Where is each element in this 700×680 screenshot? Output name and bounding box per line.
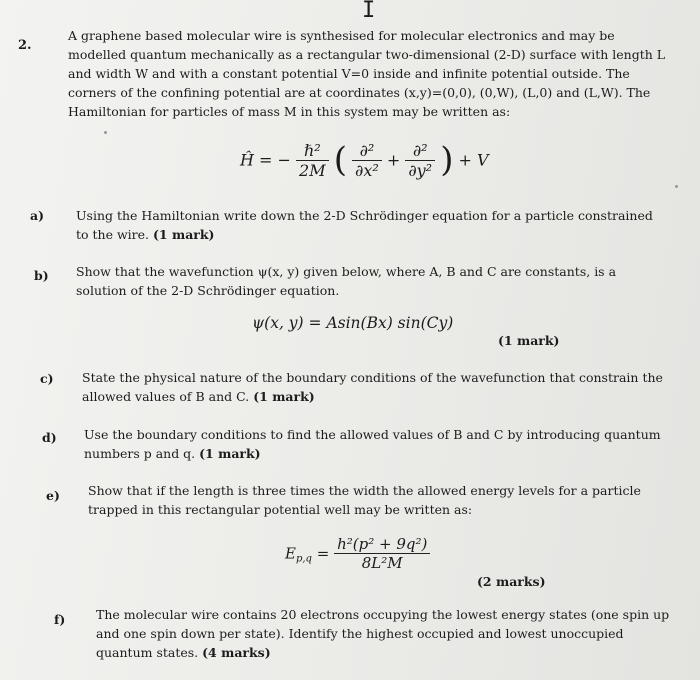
hamiltonian-equation (240, 140, 489, 180)
part-e-equation (285, 535, 430, 572)
part-d-label: d) (42, 430, 57, 445)
question-intro: A graphene based molecular wire is synthesised for molecular electronics and may be modelled quantum mechanically as a rectangular two-dimensional (2-D) surface with length L and width W and with a constant potential V=0 inside and infinite potential outside. The corners of the confining potential are at coordinates (x,y)=(0,0), (0,W), (L,0) and (L,W). The Hamiltonian for particles of mass M in this system may be written as: (68, 28, 666, 119)
text-cursor-icon: I (362, 0, 376, 23)
part-b-equation: ψ(x, y) = Asin(Bx) sin(Cy) (252, 314, 454, 332)
d2x-term (352, 141, 382, 180)
part-e-text: Show that if the length is three times the width the allowed energy levels for a particle trapped in this rectangular potential well may be written as: (88, 483, 641, 517)
part-e-marks: (2 marks) (477, 574, 546, 589)
speck-dot (675, 185, 678, 188)
part-a-body: Using the Hamiltonian write down the 2-D Schrödinger equation for a particle constrained to the wire. (76, 208, 653, 242)
energy-subscript: p,q (295, 553, 312, 565)
part-d-text (84, 425, 669, 463)
energy-fraction (334, 535, 430, 572)
part-d-marks: (1 mark) (199, 446, 261, 461)
energy-denominator: 8L²M (361, 554, 403, 572)
part-f-text (96, 605, 674, 662)
part-b-marks: (1 mark) (498, 333, 560, 348)
part-b-label: b) (34, 268, 49, 283)
right-paren: ) (440, 140, 454, 180)
plus-sign: + (386, 150, 401, 170)
coef-numerator: ℏ² (296, 141, 329, 161)
part-c-text (82, 368, 667, 406)
speck-dot (104, 131, 107, 134)
part-f-body: The molecular wire contains 20 electrons occupying the lowest energy states (one spin up and one spin down per state). Identify the highest occupied and lowest unoccupied quantum states. (96, 607, 670, 660)
hamiltonian-coefficient (296, 141, 329, 180)
d2y-numerator: ∂² (405, 141, 435, 161)
d2y-denominator: ∂y² (408, 160, 433, 180)
d2x-numerator: ∂² (352, 141, 382, 161)
equals-sign: = (316, 544, 330, 563)
left-paren: ( (333, 140, 347, 180)
part-f-marks: (4 marks) (202, 645, 271, 660)
hamiltonian-lhs: Ĥ = − (240, 150, 291, 170)
part-a-label: a) (30, 208, 45, 223)
part-b-text: Show that the wavefunction ψ(x, y) given below, where A, B and C are constants, is a solution of the 2-D Schrödinger equation. (76, 264, 617, 298)
part-f-label: f) (54, 612, 66, 627)
energy-numerator: h²(p² + 9q²) (334, 535, 430, 554)
part-c-label: c) (40, 371, 54, 386)
part-e-label: e) (46, 488, 60, 503)
question-number: 2. (18, 38, 32, 53)
part-a-marks: (1 mark) (153, 227, 215, 242)
part-a-text (76, 206, 666, 244)
energy-symbol: E (285, 544, 296, 563)
part-d-body: Use the boundary conditions to find the allowed values of B and C by introducing quantum numbers p and q. (84, 427, 661, 461)
coef-denominator: 2M (299, 160, 326, 180)
d2x-denominator: ∂x² (355, 160, 379, 180)
potential-term: + V (458, 150, 489, 170)
part-c-body: State the physical nature of the boundary conditions of the wavefunction that constrain the allowed values of B and C. (82, 370, 663, 404)
d2y-term (405, 141, 435, 180)
part-c-marks: (1 mark) (253, 389, 315, 404)
